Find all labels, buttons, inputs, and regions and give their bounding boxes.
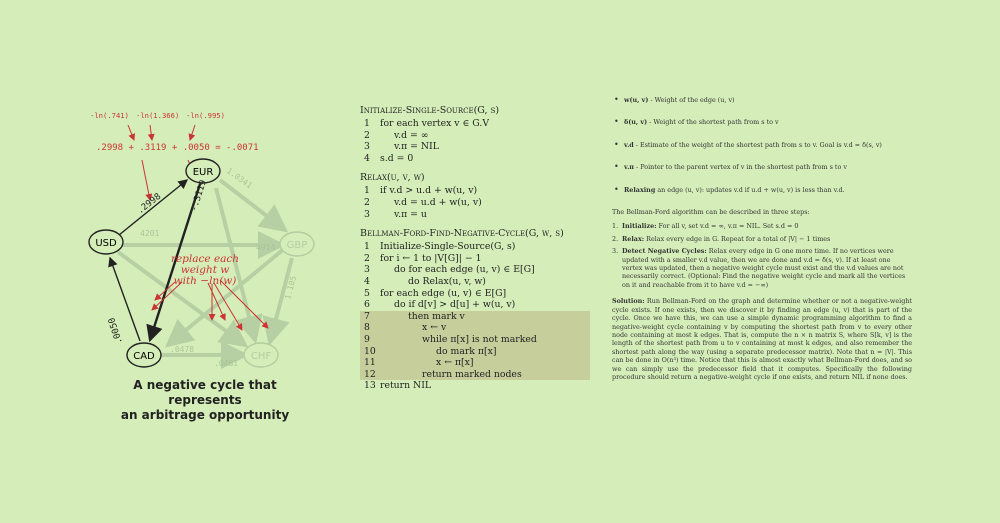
code-line	[360, 369, 590, 381]
steps-list	[612, 222, 912, 289]
line-number: 1	[364, 241, 370, 253]
steps-intro: The Bellman-Ford algorithm can be described in three steps:	[612, 208, 810, 217]
definition-text: - Weight of the shortest path from s to v	[647, 118, 779, 127]
line-number: 2	[364, 196, 370, 208]
replace-weight-annotation	[171, 253, 239, 287]
arbitrage-graph	[0, 0, 340, 420]
cycle-sum: .2998 + .3119 + .0050 = -.0071	[96, 143, 259, 153]
neg-log-terms	[90, 111, 225, 120]
code-line	[360, 357, 590, 369]
caption-line: an arbitrage opportunity	[120, 408, 290, 422]
line-number: 4	[364, 275, 370, 287]
node-eur	[186, 159, 220, 183]
node-usd	[89, 230, 123, 254]
line-text: x ← π[x]	[436, 357, 474, 369]
annotation-line: with −ln(w)	[173, 275, 237, 287]
node-label: CAD	[133, 351, 155, 362]
line-text: v.π = NIL	[394, 141, 439, 153]
line-text: if v.d > u.d + w(u, v)	[380, 185, 478, 197]
faded-label: .0481	[214, 359, 239, 368]
line-text: for each vertex v ∈ G.V	[380, 118, 490, 129]
line-number: 13	[364, 380, 376, 392]
bf-title: Bellman-Ford-Find-Negative-Cycle(G, w, s)	[360, 228, 564, 240]
step-text: For all v, set v.d = ∞, v.π = NIL. Set s.d = 0	[656, 222, 799, 231]
step-number: 2.	[612, 234, 619, 243]
line-number: 7	[364, 310, 370, 322]
pseudocode-panel	[360, 104, 590, 392]
line-text: return NIL	[380, 380, 432, 392]
graph-caption	[100, 378, 310, 423]
code-line	[360, 380, 590, 392]
line-text: return marked nodes	[422, 368, 522, 380]
line-number: 8	[364, 322, 370, 334]
bf-lines	[360, 241, 590, 392]
faded-label: .0478	[170, 345, 195, 354]
step-title: Initialize:	[622, 222, 657, 231]
step-title: Detect Negative Cycles:	[622, 247, 707, 256]
solution-label: Solution:	[612, 297, 645, 306]
line-number: 9	[364, 333, 370, 345]
node-label: EUR	[192, 167, 214, 178]
line-number: 12	[364, 368, 376, 380]
solution-text: Run Bellman-Ford on the graph and determine whether or not a negative-weight cycle exists. If one exists, then we discover it by finding an edge (u, v) that is part of the cycle. Once we have this, we can use a simple dynamic programming algorithm to find a negative-weight cycle containing v by computing the shortest path from v to every other node containing at most k edges. That is, compute the n × n matrix S, where S[k, v] is the length of the shortest path from u to v containing at most k edges, and also remember the shortest path along the way (using a separate predecessor matrix). Note that n = |V|. This can be done in O(n³) time. Notice that this is almost exactly what Bellman-Ford does, and so we can simply use the predecessor field that it computes. Specifically the following procedure should return a negative-weight cycle if one exists, and return NIL if none does.	[612, 297, 912, 381]
code-line	[360, 253, 590, 265]
faded-label: 4201	[140, 229, 160, 238]
step-title: Relax:	[622, 234, 645, 243]
annotation-line: weight w	[180, 264, 230, 276]
line-text: v.d = u.d + w(u, v)	[394, 196, 482, 208]
neg-log-term: -ln(.741)	[90, 111, 129, 120]
node-chf	[244, 343, 278, 367]
definition-term: v.π	[624, 163, 634, 172]
line-text: v.d = ∞	[394, 129, 429, 141]
definition-term: w(u, v)	[624, 96, 649, 104]
init-lines	[360, 118, 590, 164]
definition-text: - Pointer to the parent vertex of v in the shortest path from s to v	[633, 163, 847, 172]
init-title: Initialize-Single-Source(G, s)	[360, 105, 500, 116]
code-line	[360, 276, 590, 288]
neg-log-term: -ln(1.366)	[136, 111, 180, 120]
code-line	[360, 241, 590, 253]
line-text: do Relax(u, v, w)	[408, 275, 486, 287]
line-text: while π[x] is not marked	[422, 333, 537, 345]
code-line	[360, 299, 590, 311]
code-line	[360, 334, 590, 346]
code-line	[360, 322, 590, 334]
caption-line: A negative cycle that represents	[133, 378, 277, 407]
edge-label-cad-usd: .0050	[107, 316, 126, 346]
node-label: GBP	[286, 240, 308, 251]
line-text: for i ← 1 to |V[G]| − 1	[380, 252, 482, 264]
definition-text: - Estimate of the weight of the shortest path from s to v. Goal is v.d = δ(s, v)	[633, 140, 882, 149]
code-line	[360, 185, 590, 197]
definition-text: - Weight of the edge (u, v)	[648, 96, 735, 104]
definition-term: Relaxing	[624, 185, 656, 194]
definition-item	[612, 163, 912, 171]
line-number: 5	[364, 287, 370, 299]
code-line	[360, 288, 590, 300]
node-gbp	[280, 232, 314, 256]
line-number: 1	[364, 118, 370, 129]
line-text: for each edge (u, v) ∈ E[G]	[380, 287, 507, 299]
annotation-line: replace each	[170, 253, 240, 265]
solution-paragraph	[612, 297, 912, 381]
line-text: do if d[v] > d[u] + w(u, v)	[394, 299, 516, 311]
step-item	[612, 247, 912, 289]
code-line	[360, 153, 590, 165]
line-text: s.d = 0	[380, 152, 414, 164]
definition-item	[612, 118, 912, 126]
step-text: Relax every edge in G one more time. If no vertices were updated with a smaller v.d value, then we are done and v.d = δ(s, v). If at least one vertex was updated, then a negative weight cycle must exist and the v.d values are not necessarily correct. (Optional: Find the negative weight cycle and mark all the vertices on it and reachable from it to have v.d = −∞)	[622, 247, 906, 289]
line-text: do for each edge (u, v) ∈ E[G]	[394, 264, 535, 276]
line-text: then mark v	[408, 310, 465, 322]
line-text: v.π = u	[394, 208, 427, 220]
step-number: 1.	[612, 222, 619, 231]
line-text: Initialize-Single-Source(G, s)	[380, 241, 516, 253]
code-line	[360, 311, 590, 323]
line-number: 3	[364, 141, 370, 153]
definition-term: v.d	[624, 140, 634, 149]
line-number: 1	[364, 185, 370, 197]
node-label: USD	[95, 238, 117, 249]
line-number: 6	[364, 299, 370, 311]
definition-text: an edge (u, v): updates v.d if u.d + w(u, v) is less than v.d.	[655, 185, 845, 194]
notes-panel	[612, 96, 912, 381]
line-text: x ← v	[422, 322, 447, 334]
definition-item	[612, 141, 912, 149]
line-number: 3	[364, 208, 370, 220]
definition-list	[612, 96, 912, 194]
line-number: 3	[364, 264, 370, 276]
step-item	[612, 222, 912, 230]
code-line	[360, 141, 590, 153]
faded-label: 1.0341	[224, 166, 254, 191]
annotation-arrows	[128, 125, 268, 330]
code-line	[360, 264, 590, 276]
step-number: 3.	[612, 247, 619, 256]
code-line	[360, 346, 590, 358]
relax-title: Relax(u, v, w)	[360, 172, 425, 184]
code-line	[360, 130, 590, 142]
node-cad	[127, 343, 161, 367]
code-line	[360, 118, 590, 130]
line-number: 4	[364, 152, 370, 164]
neg-log-term: -ln(.995)	[186, 111, 225, 120]
definition-term: δ(u, v)	[624, 118, 648, 127]
faded-label: 1.105	[283, 274, 299, 301]
node-label: CHF	[250, 351, 272, 362]
line-number: 2	[364, 129, 370, 141]
line-text: do mark π[x]	[436, 345, 497, 357]
line-number: 2	[364, 252, 370, 264]
definition-item	[612, 186, 912, 194]
edge-label-eur-cad: -.3119	[189, 178, 209, 213]
relax-lines	[360, 185, 590, 220]
line-number: 11	[364, 357, 376, 369]
line-number: 10	[364, 345, 376, 357]
step-item	[612, 235, 912, 243]
code-line	[360, 209, 590, 221]
definition-item	[612, 96, 912, 104]
faded-label: 4914	[256, 243, 276, 252]
edge-label-usd-eur: .2998	[135, 191, 164, 217]
step-text: Relax every edge in G. Repeat for a total of |V| − 1 times	[644, 234, 831, 243]
code-line	[360, 197, 590, 209]
